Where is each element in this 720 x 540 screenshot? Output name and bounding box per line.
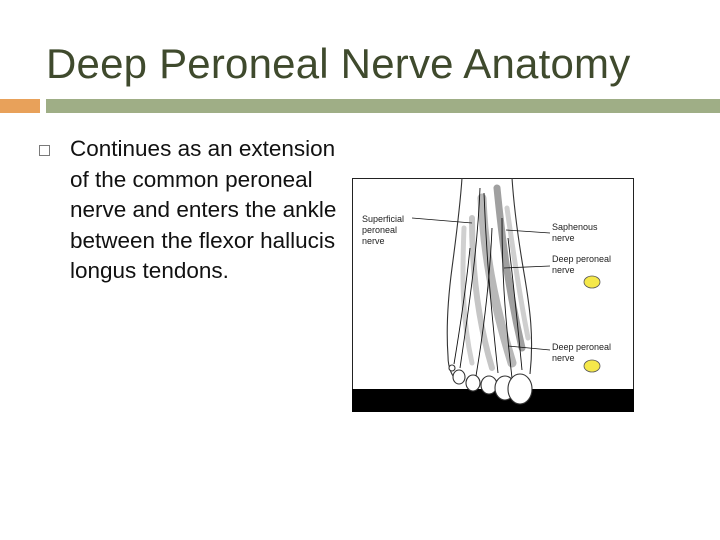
marker-upper bbox=[584, 276, 600, 288]
marker-lower bbox=[584, 360, 600, 372]
label-deep-upper-line2: nerve bbox=[552, 265, 575, 275]
bullet-square-icon bbox=[39, 145, 50, 156]
label-saphenous-line2: nerve bbox=[552, 233, 575, 243]
title-rule-bar bbox=[46, 99, 720, 113]
title-accent-bar bbox=[0, 99, 40, 113]
label-deep-lower-line2: nerve bbox=[552, 353, 575, 363]
slide-title: Deep Peroneal Nerve Anatomy bbox=[46, 40, 631, 87]
label-saphenous-line1: Saphenous bbox=[552, 222, 598, 232]
label-superficial-line1: Superficial bbox=[362, 214, 405, 224]
label-deep-upper-line1: Deep peroneal bbox=[552, 254, 612, 264]
label-superficial-line3: nerve bbox=[362, 236, 385, 246]
foot-nerve-illustration bbox=[352, 178, 634, 412]
anatomy-figure bbox=[352, 178, 634, 412]
label-deep-lower-line1: Deep peroneal bbox=[552, 342, 612, 352]
label-superficial-line2: peroneal bbox=[362, 225, 398, 235]
bullet-text: Continues as an extension of the common peroneal nerve and enters the ankle between the flexor hallucis longus tendons. bbox=[70, 136, 337, 283]
